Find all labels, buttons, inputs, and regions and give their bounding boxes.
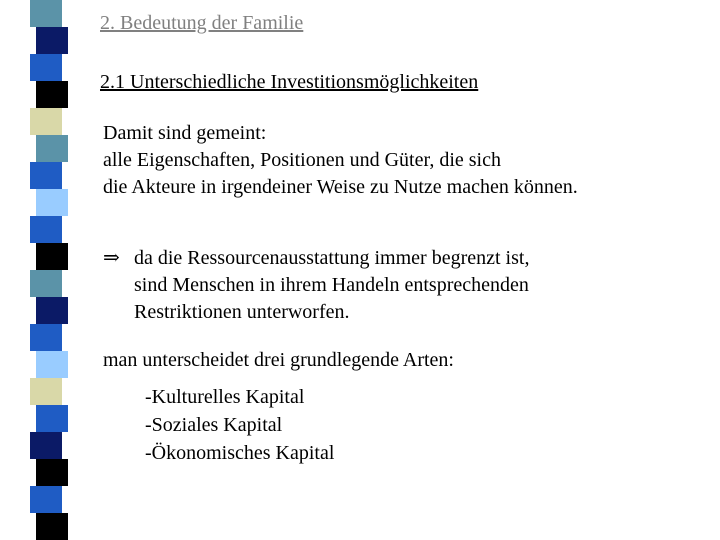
- stripe-block: [30, 162, 62, 189]
- capital-types-list: [145, 383, 334, 467]
- slide-title: 2. Bedeutung der Familie: [100, 12, 304, 34]
- stripe-block: [30, 54, 62, 81]
- stripe-block: [30, 0, 62, 27]
- implication-line: da die Ressourcenausstattung immer begrenzt ist,: [134, 247, 530, 269]
- intro-line: Damit sind gemeint:: [103, 122, 267, 144]
- stripe-block: [30, 108, 62, 135]
- stripe-block: [30, 270, 62, 297]
- stripe-block: [36, 27, 68, 54]
- intro-line: alle Eigenschaften, Positionen und Güter, die sich: [103, 149, 501, 171]
- stripe-block: [30, 486, 62, 513]
- stripe-block: [36, 189, 68, 216]
- stripe-block: [30, 432, 62, 459]
- types-intro: man unterscheidet drei grundlegende Arten:: [103, 349, 454, 371]
- stripe-block: [30, 216, 62, 243]
- stripe-block: [36, 135, 68, 162]
- stripe-block: [36, 297, 68, 324]
- implication-block: [103, 245, 529, 326]
- stripe-block: [30, 378, 62, 405]
- stripe-block: [36, 459, 68, 486]
- stripe-block: [36, 81, 68, 108]
- list-item: -Kulturelles Kapital: [145, 386, 305, 408]
- stripe-block: [30, 324, 62, 351]
- stripe-block: [36, 405, 68, 432]
- implication-line: Restriktionen unterworfen.: [134, 301, 350, 323]
- stripe-block: [36, 513, 68, 540]
- list-item: -Ökonomisches Kapital: [145, 442, 335, 464]
- list-item: -Soziales Kapital: [145, 414, 283, 436]
- intro-line: die Akteure in irgendeiner Weise zu Nutze machen können.: [103, 176, 578, 198]
- stripe-block: [36, 351, 68, 378]
- intro-paragraph: [103, 120, 578, 201]
- implies-arrow-icon: ⇒: [103, 247, 120, 269]
- stripe-block: [36, 243, 68, 270]
- decorative-stripe: [0, 0, 68, 540]
- section-subtitle: 2.1 Unterschiedliche Investitionsmöglichkeiten: [100, 71, 479, 93]
- implication-line: sind Menschen in ihrem Handeln entsprechenden: [134, 274, 529, 296]
